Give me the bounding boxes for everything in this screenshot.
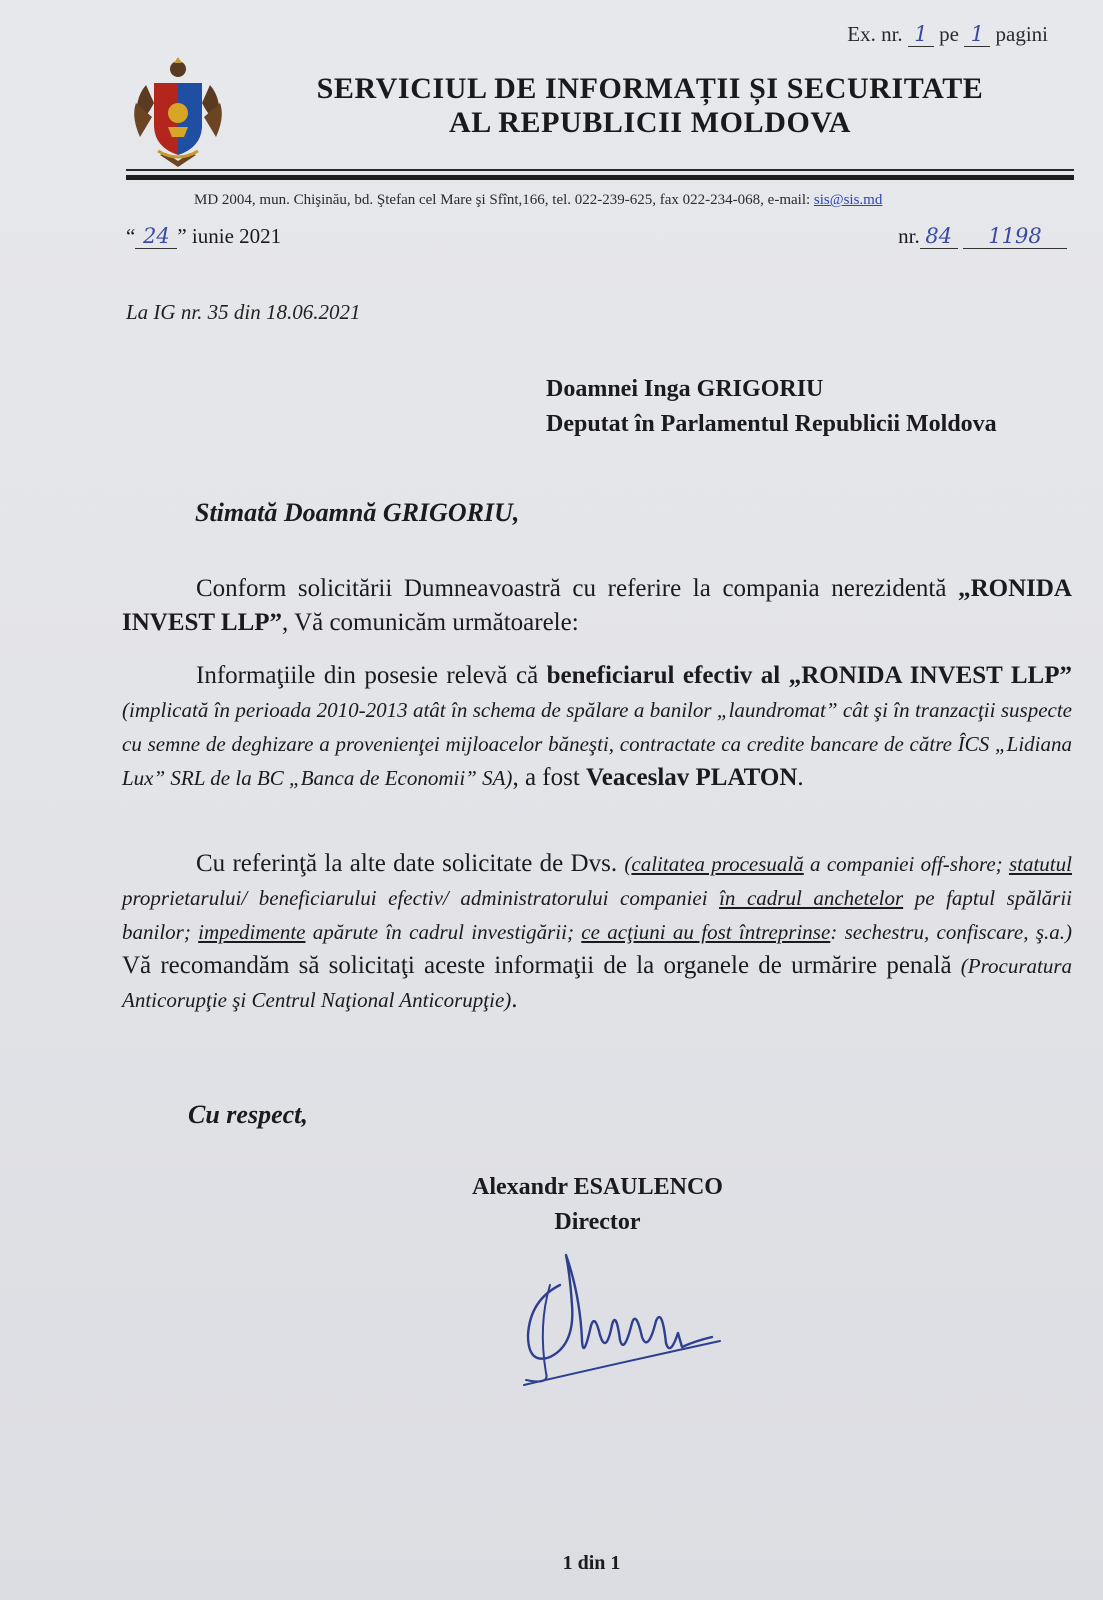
signer-name: Alexandr ESAULENCO [472,1174,723,1200]
closing-phrase: Cu respect, [188,1100,308,1129]
date-quote-open: “ [126,224,136,248]
p3-italic-5: : sechestru, confiscare, ş.a.) [830,920,1072,944]
date-quote-close: ” [177,224,187,248]
institution-line-1: SERVICIUL DE INFORMAȚII ȘI SECURITATE [316,72,984,105]
p3-italic-3: pe faptul spălării banilor; [122,886,1072,944]
nr-label: nr. [898,224,920,248]
coat-of-arms-icon [128,55,228,170]
p3-period: . [511,986,518,1013]
p2-person: Veaceslav PLATON [586,764,798,791]
p3-underline-4: impedimente [198,920,306,944]
date-month-year: iunie 2021 [191,224,282,248]
p3-italic-1: a companiei off-shore; [803,852,1009,876]
email-link[interactable]: sis@sis.md [813,192,883,208]
p2-text: Informaţiile din posesie relevă că [196,662,547,689]
p3-text: Cu referinţă la alte date solicitate de Dvs. [196,850,625,877]
paragraph-2 [122,659,1072,795]
reference-line: La IG nr. 35 din 18.06.2021 [126,300,361,324]
pagini-label: pagini [995,22,1048,46]
p3-underline-5: ce acţiuni au fost întreprinse [581,920,831,944]
nr-handwritten-b: 1198 [963,224,1067,249]
p3-underline-2: statutul [1008,852,1072,876]
p3-underline-3: în cadrul anchetelor [719,886,904,910]
p3-text-mid: Vă recomandăm să solicitaţi aceste informaţii de la organele de urmărire penală [122,952,961,979]
p2-text-mid: , a fost [512,764,587,791]
p3-paren-open: ( [624,852,632,876]
p2-parenthetical: (implicată în perioada 2010-2013 atât în schema de spălare a banilor „laundromat” cât şi în tranzacţii suspecte cu semne de deghizare a provenienţei mijloacelor băneşti, contractate ca credite bancare de către ÎCS „Lidiana Lux” SRL de la BC „Banca de Economii” SA) [122,698,1072,790]
p2-beneficiary: beneficiarul efectiv al „RONIDA INVEST LLP” [546,662,1072,689]
contact-address [194,192,882,209]
recipient-title: Deputat în Parlamentul Republicii Moldova [546,411,997,437]
recipient-block [546,372,997,442]
address-text: MD 2004, mun. Chişinău, bd. Ştefan cel Mare şi Sfînt,166, tel. 022-239-625, fax 022-234-068, e-mail: [194,192,814,208]
document-date [126,224,281,249]
p1-text: Conform solicitării Dumneavoastră cu referire la compania nerezidentă [196,575,959,602]
p2-period: . [797,764,804,791]
pages-number-handwritten: 1 [964,22,990,47]
pe-label: pe [939,22,959,46]
handwritten-signature [520,1245,730,1395]
p3-italic-2: proprietarului/ beneficiarului efectiv/ administratorului companiei [122,886,720,910]
signer-title: Director [554,1209,641,1235]
p1-text-end: , Vă comunicăm următoarele: [282,609,579,636]
paragraph-3 [122,847,1072,1017]
p3-italic-6: (Procuratura Anticorupţie şi Centrul Naţional Anticorupţie) [122,954,1072,1012]
institution-name [240,72,1060,140]
p3-italic-4: apărute în cadrul investigării; [305,920,582,944]
institution-line-2: AL REPUBLICII MOLDOVA [448,106,852,139]
header-rule-thin [126,169,1074,171]
salutation: Stimată Doamnă GRIGORIU, [195,498,520,527]
header-rule-thick [126,175,1074,180]
p3-underline-1: calitatea procesuală [631,852,804,876]
recipient-name: Doamnei Inga GRIGORIU [546,376,824,402]
date-day-handwritten: 24 [135,224,177,249]
paragraph-1 [122,572,1072,640]
registration-number [898,224,1067,249]
signer-block [400,1170,795,1240]
copy-info [847,22,1048,47]
ex-label: Ex. nr. [847,22,903,46]
page-indicator: 1 din 1 [562,1552,621,1574]
p1-company: „RONIDA INVEST LLP” [122,575,1072,636]
nr-handwritten-a: 84 [920,224,958,249]
copy-number-handwritten: 1 [908,22,934,47]
